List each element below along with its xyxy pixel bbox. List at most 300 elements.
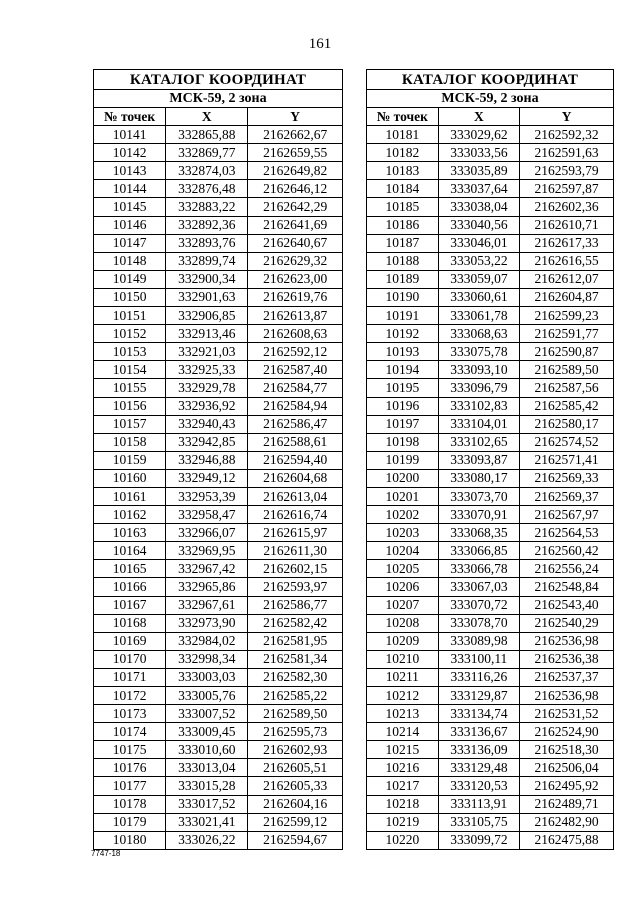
y-coordinate-cell: 2162605,33 [248, 777, 343, 795]
point-number-cell: 10163 [94, 524, 166, 542]
table-row [367, 433, 614, 451]
y-coordinate-cell: 2162604,87 [520, 288, 614, 306]
x-coordinate-cell: 333066,78 [438, 560, 520, 578]
point-number-cell: 10185 [367, 198, 439, 216]
y-coordinate-cell: 2162586,47 [248, 415, 343, 433]
table-row [94, 307, 343, 325]
x-coordinate-cell: 332929,78 [166, 379, 248, 397]
x-coordinate-cell: 333021,41 [166, 813, 248, 831]
y-coordinate-cell: 2162592,32 [520, 126, 614, 144]
catalog-zone: МСК-59, 2 зона [367, 90, 614, 108]
y-coordinate-cell: 2162571,41 [520, 451, 614, 469]
y-coordinate-cell: 2162506,04 [520, 759, 614, 777]
y-coordinate-cell: 2162495,92 [520, 777, 614, 795]
x-coordinate-cell: 332946,88 [166, 451, 248, 469]
point-number-cell: 10192 [367, 325, 439, 343]
table-row [94, 252, 343, 270]
table-row [367, 234, 614, 252]
x-coordinate-cell: 332967,42 [166, 560, 248, 578]
table-row [367, 415, 614, 433]
x-coordinate-cell: 333134,74 [438, 705, 520, 723]
table-row [367, 126, 614, 144]
y-coordinate-cell: 2162569,33 [520, 469, 614, 487]
y-coordinate-cell: 2162592,12 [248, 343, 343, 361]
x-coordinate-cell: 333075,78 [438, 343, 520, 361]
point-number-cell: 10212 [367, 687, 439, 705]
table-row [94, 506, 343, 524]
x-coordinate-cell: 332921,03 [166, 343, 248, 361]
table-row [367, 216, 614, 234]
y-coordinate-cell: 2162617,33 [520, 234, 614, 252]
x-coordinate-cell: 333136,67 [438, 723, 520, 741]
x-coordinate-cell: 332893,76 [166, 234, 248, 252]
point-number-cell: 10168 [94, 614, 166, 632]
table-row [367, 795, 614, 813]
x-coordinate-cell: 332901,63 [166, 288, 248, 306]
y-coordinate-cell: 2162518,30 [520, 741, 614, 759]
column-header-y: Y [520, 108, 614, 126]
x-coordinate-cell: 332913,46 [166, 325, 248, 343]
table-row [94, 451, 343, 469]
table-row [367, 180, 614, 198]
point-number-cell: 10175 [94, 741, 166, 759]
point-number-cell: 10219 [367, 813, 439, 831]
point-number-cell: 10210 [367, 650, 439, 668]
point-number-cell: 10178 [94, 795, 166, 813]
point-number-cell: 10220 [367, 831, 439, 849]
x-coordinate-cell: 332967,61 [166, 596, 248, 614]
x-coordinate-cell: 333033,56 [438, 144, 520, 162]
table-row [367, 524, 614, 542]
y-coordinate-cell: 2162594,40 [248, 451, 343, 469]
point-number-cell: 10196 [367, 397, 439, 415]
y-coordinate-cell: 2162585,22 [248, 687, 343, 705]
y-coordinate-cell: 2162590,87 [520, 343, 614, 361]
coordinate-catalog-right [366, 69, 614, 850]
x-coordinate-cell: 333089,98 [438, 632, 520, 650]
table-row [367, 596, 614, 614]
x-coordinate-cell: 332874,03 [166, 162, 248, 180]
point-number-cell: 10149 [94, 270, 166, 288]
y-coordinate-cell: 2162537,37 [520, 668, 614, 686]
table-row [367, 705, 614, 723]
y-coordinate-cell: 2162616,55 [520, 252, 614, 270]
y-coordinate-cell: 2162641,69 [248, 216, 343, 234]
table-row [94, 795, 343, 813]
table-row [94, 198, 343, 216]
table-row [94, 723, 343, 741]
table-row [94, 487, 343, 505]
column-header-point-number: № точек [94, 108, 166, 126]
point-number-cell: 10194 [367, 361, 439, 379]
column-header-x: X [438, 108, 520, 126]
table-row [367, 542, 614, 560]
table-row [94, 813, 343, 831]
table-row [94, 687, 343, 705]
page-number: 161 [308, 36, 332, 52]
point-number-cell: 10182 [367, 144, 439, 162]
table-row [367, 288, 614, 306]
table-row [367, 307, 614, 325]
y-coordinate-cell: 2162556,24 [520, 560, 614, 578]
y-coordinate-cell: 2162589,50 [248, 705, 343, 723]
y-coordinate-cell: 2162589,50 [520, 361, 614, 379]
table-row [367, 162, 614, 180]
y-coordinate-cell: 2162475,88 [520, 831, 614, 849]
table-row [367, 723, 614, 741]
table-row [367, 668, 614, 686]
y-coordinate-cell: 2162548,84 [520, 578, 614, 596]
y-coordinate-cell: 2162629,32 [248, 252, 343, 270]
point-number-cell: 10183 [367, 162, 439, 180]
catalog-zone: МСК-59, 2 зона [94, 90, 343, 108]
table-row [94, 705, 343, 723]
point-number-cell: 10208 [367, 614, 439, 632]
y-coordinate-cell: 2162597,87 [520, 180, 614, 198]
x-coordinate-cell: 332958,47 [166, 506, 248, 524]
y-coordinate-cell: 2162584,94 [248, 397, 343, 415]
table-row [94, 560, 343, 578]
point-number-cell: 10188 [367, 252, 439, 270]
table-row [367, 325, 614, 343]
table-row [94, 650, 343, 668]
table-row [367, 759, 614, 777]
x-coordinate-cell: 333061,78 [438, 307, 520, 325]
y-coordinate-cell: 2162482,90 [520, 813, 614, 831]
y-coordinate-cell: 2162581,95 [248, 632, 343, 650]
point-number-cell: 10181 [367, 126, 439, 144]
y-coordinate-cell: 2162586,77 [248, 596, 343, 614]
point-number-cell: 10213 [367, 705, 439, 723]
x-coordinate-cell: 333070,91 [438, 506, 520, 524]
x-coordinate-cell: 333116,26 [438, 668, 520, 686]
table-row [94, 144, 343, 162]
x-coordinate-cell: 332969,95 [166, 542, 248, 560]
y-coordinate-cell: 2162593,97 [248, 578, 343, 596]
table-row [367, 650, 614, 668]
point-number-cell: 10174 [94, 723, 166, 741]
table-row [367, 687, 614, 705]
y-coordinate-cell: 2162602,36 [520, 198, 614, 216]
y-coordinate-cell: 2162584,77 [248, 379, 343, 397]
y-coordinate-cell: 2162605,51 [248, 759, 343, 777]
x-coordinate-cell: 333102,83 [438, 397, 520, 415]
point-number-cell: 10153 [94, 343, 166, 361]
point-number-cell: 10164 [94, 542, 166, 560]
table-row [94, 415, 343, 433]
x-coordinate-cell: 332906,85 [166, 307, 248, 325]
point-number-cell: 10144 [94, 180, 166, 198]
x-coordinate-cell: 333136,09 [438, 741, 520, 759]
x-coordinate-cell: 332998,34 [166, 650, 248, 668]
table-row [367, 144, 614, 162]
y-coordinate-cell: 2162613,87 [248, 307, 343, 325]
x-coordinate-cell: 332973,90 [166, 614, 248, 632]
x-coordinate-cell: 333104,01 [438, 415, 520, 433]
x-coordinate-cell: 332865,88 [166, 126, 248, 144]
point-number-cell: 10204 [367, 542, 439, 560]
x-coordinate-cell: 332966,07 [166, 524, 248, 542]
table-row [367, 578, 614, 596]
table-row [94, 270, 343, 288]
x-coordinate-cell: 332942,85 [166, 433, 248, 451]
table-row [94, 216, 343, 234]
point-number-cell: 10161 [94, 487, 166, 505]
table-row [94, 433, 343, 451]
point-number-cell: 10159 [94, 451, 166, 469]
point-number-cell: 10167 [94, 596, 166, 614]
table-row [367, 270, 614, 288]
table-row [367, 343, 614, 361]
table-row [367, 741, 614, 759]
x-coordinate-cell: 333129,87 [438, 687, 520, 705]
table-row [367, 397, 614, 415]
point-number-cell: 10186 [367, 216, 439, 234]
point-number-cell: 10158 [94, 433, 166, 451]
y-coordinate-cell: 2162560,42 [520, 542, 614, 560]
y-coordinate-cell: 2162615,97 [248, 524, 343, 542]
table-row [94, 361, 343, 379]
y-coordinate-cell: 2162649,82 [248, 162, 343, 180]
y-coordinate-cell: 2162594,67 [248, 831, 343, 849]
y-coordinate-cell: 2162595,73 [248, 723, 343, 741]
x-coordinate-cell: 333080,17 [438, 469, 520, 487]
y-coordinate-cell: 2162659,55 [248, 144, 343, 162]
x-coordinate-cell: 333068,35 [438, 524, 520, 542]
y-coordinate-cell: 2162540,29 [520, 614, 614, 632]
column-header-y: Y [248, 108, 343, 126]
y-coordinate-cell: 2162602,15 [248, 560, 343, 578]
point-number-cell: 10145 [94, 198, 166, 216]
x-coordinate-cell: 333093,87 [438, 451, 520, 469]
point-number-cell: 10214 [367, 723, 439, 741]
point-number-cell: 10148 [94, 252, 166, 270]
x-coordinate-cell: 332883,22 [166, 198, 248, 216]
y-coordinate-cell: 2162613,04 [248, 487, 343, 505]
point-number-cell: 10160 [94, 469, 166, 487]
x-coordinate-cell: 333005,76 [166, 687, 248, 705]
y-coordinate-cell: 2162616,74 [248, 506, 343, 524]
point-number-cell: 10187 [367, 234, 439, 252]
x-coordinate-cell: 333060,61 [438, 288, 520, 306]
table-row [94, 759, 343, 777]
point-number-cell: 10155 [94, 379, 166, 397]
y-coordinate-cell: 2162612,07 [520, 270, 614, 288]
table-row [367, 469, 614, 487]
x-coordinate-cell: 332965,86 [166, 578, 248, 596]
y-coordinate-cell: 2162536,38 [520, 650, 614, 668]
point-number-cell: 10162 [94, 506, 166, 524]
table-row [94, 343, 343, 361]
table-row [94, 126, 343, 144]
point-number-cell: 10180 [94, 831, 166, 849]
point-number-cell: 10166 [94, 578, 166, 596]
table-row [94, 234, 343, 252]
point-number-cell: 10198 [367, 433, 439, 451]
table-row [367, 614, 614, 632]
y-coordinate-cell: 2162608,63 [248, 325, 343, 343]
y-coordinate-cell: 2162604,68 [248, 469, 343, 487]
column-header-x: X [166, 108, 248, 126]
y-coordinate-cell: 2162591,77 [520, 325, 614, 343]
x-coordinate-cell: 332953,39 [166, 487, 248, 505]
x-coordinate-cell: 332892,36 [166, 216, 248, 234]
table-row [367, 487, 614, 505]
point-number-cell: 10152 [94, 325, 166, 343]
table-row [367, 361, 614, 379]
column-header-point-number: № точек [367, 108, 439, 126]
x-coordinate-cell: 332984,02 [166, 632, 248, 650]
x-coordinate-cell: 333096,79 [438, 379, 520, 397]
point-number-cell: 10169 [94, 632, 166, 650]
x-coordinate-cell: 332900,34 [166, 270, 248, 288]
x-coordinate-cell: 333113,91 [438, 795, 520, 813]
table-row [94, 668, 343, 686]
table-row [94, 288, 343, 306]
x-coordinate-cell: 333073,70 [438, 487, 520, 505]
x-coordinate-cell: 333046,01 [438, 234, 520, 252]
catalog-title: КАТАЛОГ КООРДИНАТ [94, 70, 343, 90]
x-coordinate-cell: 333037,64 [438, 180, 520, 198]
point-number-cell: 10211 [367, 668, 439, 686]
table-row [94, 162, 343, 180]
point-number-cell: 10170 [94, 650, 166, 668]
x-coordinate-cell: 333105,75 [438, 813, 520, 831]
point-number-cell: 10151 [94, 307, 166, 325]
y-coordinate-cell: 2162581,34 [248, 650, 343, 668]
point-number-cell: 10143 [94, 162, 166, 180]
point-number-cell: 10203 [367, 524, 439, 542]
x-coordinate-cell: 333040,56 [438, 216, 520, 234]
x-coordinate-cell: 332949,12 [166, 469, 248, 487]
x-coordinate-cell: 333017,52 [166, 795, 248, 813]
y-coordinate-cell: 2162569,37 [520, 487, 614, 505]
y-coordinate-cell: 2162543,40 [520, 596, 614, 614]
point-number-cell: 10202 [367, 506, 439, 524]
point-number-cell: 10209 [367, 632, 439, 650]
point-number-cell: 10176 [94, 759, 166, 777]
y-coordinate-cell: 2162640,67 [248, 234, 343, 252]
point-number-cell: 10216 [367, 759, 439, 777]
table-row [94, 741, 343, 759]
x-coordinate-cell: 333070,72 [438, 596, 520, 614]
y-coordinate-cell: 2162587,56 [520, 379, 614, 397]
y-coordinate-cell: 2162662,67 [248, 126, 343, 144]
x-coordinate-cell: 333129,48 [438, 759, 520, 777]
y-coordinate-cell: 2162524,90 [520, 723, 614, 741]
x-coordinate-cell: 333100,11 [438, 650, 520, 668]
table-row [367, 560, 614, 578]
point-number-cell: 10147 [94, 234, 166, 252]
point-number-cell: 10171 [94, 668, 166, 686]
point-number-cell: 10193 [367, 343, 439, 361]
table-row [367, 379, 614, 397]
x-coordinate-cell: 333026,22 [166, 831, 248, 849]
point-number-cell: 10172 [94, 687, 166, 705]
point-number-cell: 10200 [367, 469, 439, 487]
x-coordinate-cell: 332899,74 [166, 252, 248, 270]
y-coordinate-cell: 2162599,23 [520, 307, 614, 325]
y-coordinate-cell: 2162567,97 [520, 506, 614, 524]
y-coordinate-cell: 2162585,42 [520, 397, 614, 415]
y-coordinate-cell: 2162536,98 [520, 687, 614, 705]
y-coordinate-cell: 2162593,79 [520, 162, 614, 180]
point-number-cell: 10142 [94, 144, 166, 162]
point-number-cell: 10150 [94, 288, 166, 306]
x-coordinate-cell: 333009,45 [166, 723, 248, 741]
x-coordinate-cell: 333059,07 [438, 270, 520, 288]
point-number-cell: 10205 [367, 560, 439, 578]
x-coordinate-cell: 333067,03 [438, 578, 520, 596]
catalog-title: КАТАЛОГ КООРДИНАТ [367, 70, 614, 90]
table-row [94, 469, 343, 487]
x-coordinate-cell: 333068,63 [438, 325, 520, 343]
x-coordinate-cell: 333102,65 [438, 433, 520, 451]
table-row [367, 632, 614, 650]
point-number-cell: 10215 [367, 741, 439, 759]
point-number-cell: 10154 [94, 361, 166, 379]
point-number-cell: 10146 [94, 216, 166, 234]
y-coordinate-cell: 2162611,30 [248, 542, 343, 560]
x-coordinate-cell: 333015,28 [166, 777, 248, 795]
y-coordinate-cell: 2162604,16 [248, 795, 343, 813]
y-coordinate-cell: 2162580,17 [520, 415, 614, 433]
table-row [367, 506, 614, 524]
document-code: 7747-18 [91, 849, 121, 858]
y-coordinate-cell: 2162489,71 [520, 795, 614, 813]
y-coordinate-cell: 2162582,30 [248, 668, 343, 686]
x-coordinate-cell: 333078,70 [438, 614, 520, 632]
table-row [367, 451, 614, 469]
point-number-cell: 10165 [94, 560, 166, 578]
y-coordinate-cell: 2162599,12 [248, 813, 343, 831]
x-coordinate-cell: 333013,04 [166, 759, 248, 777]
table-row [94, 777, 343, 795]
table-row [94, 325, 343, 343]
table-row [94, 831, 343, 849]
point-number-cell: 10207 [367, 596, 439, 614]
table-row [367, 813, 614, 831]
x-coordinate-cell: 333053,22 [438, 252, 520, 270]
table-row [94, 578, 343, 596]
y-coordinate-cell: 2162588,61 [248, 433, 343, 451]
y-coordinate-cell: 2162591,63 [520, 144, 614, 162]
y-coordinate-cell: 2162619,76 [248, 288, 343, 306]
point-number-cell: 10190 [367, 288, 439, 306]
point-number-cell: 10218 [367, 795, 439, 813]
x-coordinate-cell: 333029,62 [438, 126, 520, 144]
x-coordinate-cell: 332869,77 [166, 144, 248, 162]
point-number-cell: 10217 [367, 777, 439, 795]
x-coordinate-cell: 333007,52 [166, 705, 248, 723]
point-number-cell: 10156 [94, 397, 166, 415]
y-coordinate-cell: 2162582,42 [248, 614, 343, 632]
table-row [367, 831, 614, 849]
point-number-cell: 10189 [367, 270, 439, 288]
y-coordinate-cell: 2162574,52 [520, 433, 614, 451]
table-row [94, 614, 343, 632]
point-number-cell: 10199 [367, 451, 439, 469]
table-row [367, 198, 614, 216]
y-coordinate-cell: 2162646,12 [248, 180, 343, 198]
y-coordinate-cell: 2162642,29 [248, 198, 343, 216]
y-coordinate-cell: 2162623,00 [248, 270, 343, 288]
y-coordinate-cell: 2162602,93 [248, 741, 343, 759]
y-coordinate-cell: 2162610,71 [520, 216, 614, 234]
x-coordinate-cell: 333010,60 [166, 741, 248, 759]
table-row [367, 252, 614, 270]
point-number-cell: 10157 [94, 415, 166, 433]
